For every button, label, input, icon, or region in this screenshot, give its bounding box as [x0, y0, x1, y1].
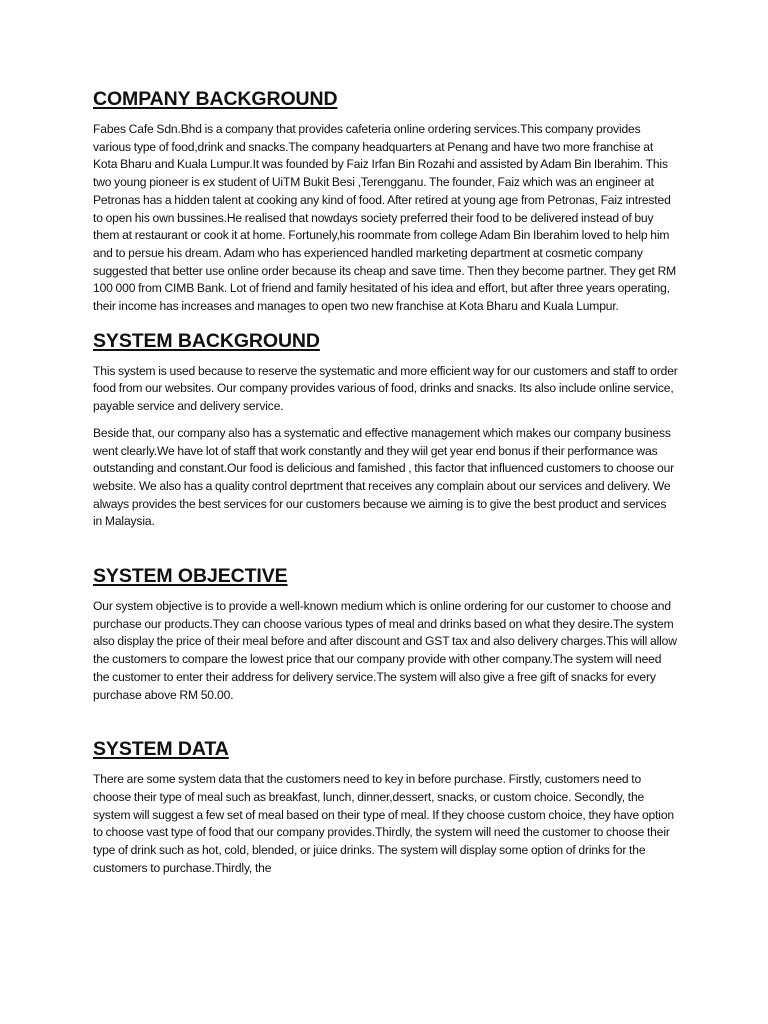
system-background-section	[93, 330, 678, 531]
document-page	[93, 88, 678, 878]
system-objective-section	[93, 565, 678, 704]
system-data-section	[93, 738, 678, 877]
system-background-heading: SYSTEM BACKGROUND	[93, 329, 320, 352]
system-data-paragraph: There are some system data that the customers need to key in before purchase. Firstly, customers need to choose their type of meal such as breakfast, lunch, dinner,dessert, snacks, or custom choice. Secondly, the system will suggest a few set of meal based on their type of meal. If they choose custom choice, they have option to choose vast type of food that our company provides.Thirdly, the system will need the customer to choose their type of drink such as hot, cold, blended, or juice drinks. The system will display some option of drinks for the customers to purchase.Thirdly, the	[93, 772, 674, 875]
company-background-section	[93, 88, 678, 316]
system-objective-paragraph: Our system objective is to provide a well-known medium which is online ordering for our customer to choose and purchase our products.They can choose various types of meal and drinks based on what they desire.The system also display the price of their meal before and after discount and GST tax and also delivery charges.This will allow the customers to compare the lowest price that our company provide with other company.The system will need the customer to enter their address for delivery service.The system will also give a free gift of snacks for every purchase above RM 50.00.	[93, 599, 677, 702]
company-background-paragraph: Fabes Cafe Sdn.Bhd is a company that provides cafeteria online ordering services.This company provides various type of food,drink and snacks.The company headquarters at Penang and have two more franchise at Kota Bharu and Kuala Lumpur.It was founded by Faiz Irfan Bin Rozahi and assisted by Adam Bin Iberahim. This two young pioneer is ex student of UiTM Bukit Besi ,Terengganu. The founder, Faiz which was an engineer at Petronas has a hidden talent at cooking any kind of food. After retired at young age from Petronas, Faiz intrested to open his own bussines.He realised that nowdays society preferred their food to be delivered instead of buy them at restaurant or cook it at home. Fortunely,his roommate from college Adam Bin Iberahim loved to help him and to persue his dream. Adam who has experienced handled marketing department at cosmetic company suggested that better use online order because its cheap and save time. Then they become partner. They get RM 100 000 from CIMB Bank. Lot of friend and family hesitated of his idea and effort, but after three years operating, their income has increases and manages to open two new franchise at Kota Bharu and Kuala Lumpur.	[93, 122, 677, 314]
system-data-heading: SYSTEM DATA	[93, 738, 229, 761]
system-background-paragraph-1: This system is used because to reserve the systematic and more efficient way for our customers and staff to order food from our websites. Our company provides various of food, drinks and snacks. Its also include online service, payable service and delivery service.	[93, 363, 678, 414]
company-background-heading: COMPANY BACKGROUND	[93, 88, 338, 110]
system-objective-heading: SYSTEM OBJECTIVE	[93, 565, 288, 588]
system-background-paragraph-2: Beside that, our company also has a systematic and effective management which makes our company business went clearly.We have lot of staff that work constantly and they wiil get year end bonus if their performance was outstanding and constant.Our food is delicious and famished , this factor that influenced customers to choose our website. We also has a quality control deprtment that receives any complain about our services and delivery. We always provides the best services for our customers because we aiming is to give the best product and services in Malaysia.	[93, 425, 675, 529]
